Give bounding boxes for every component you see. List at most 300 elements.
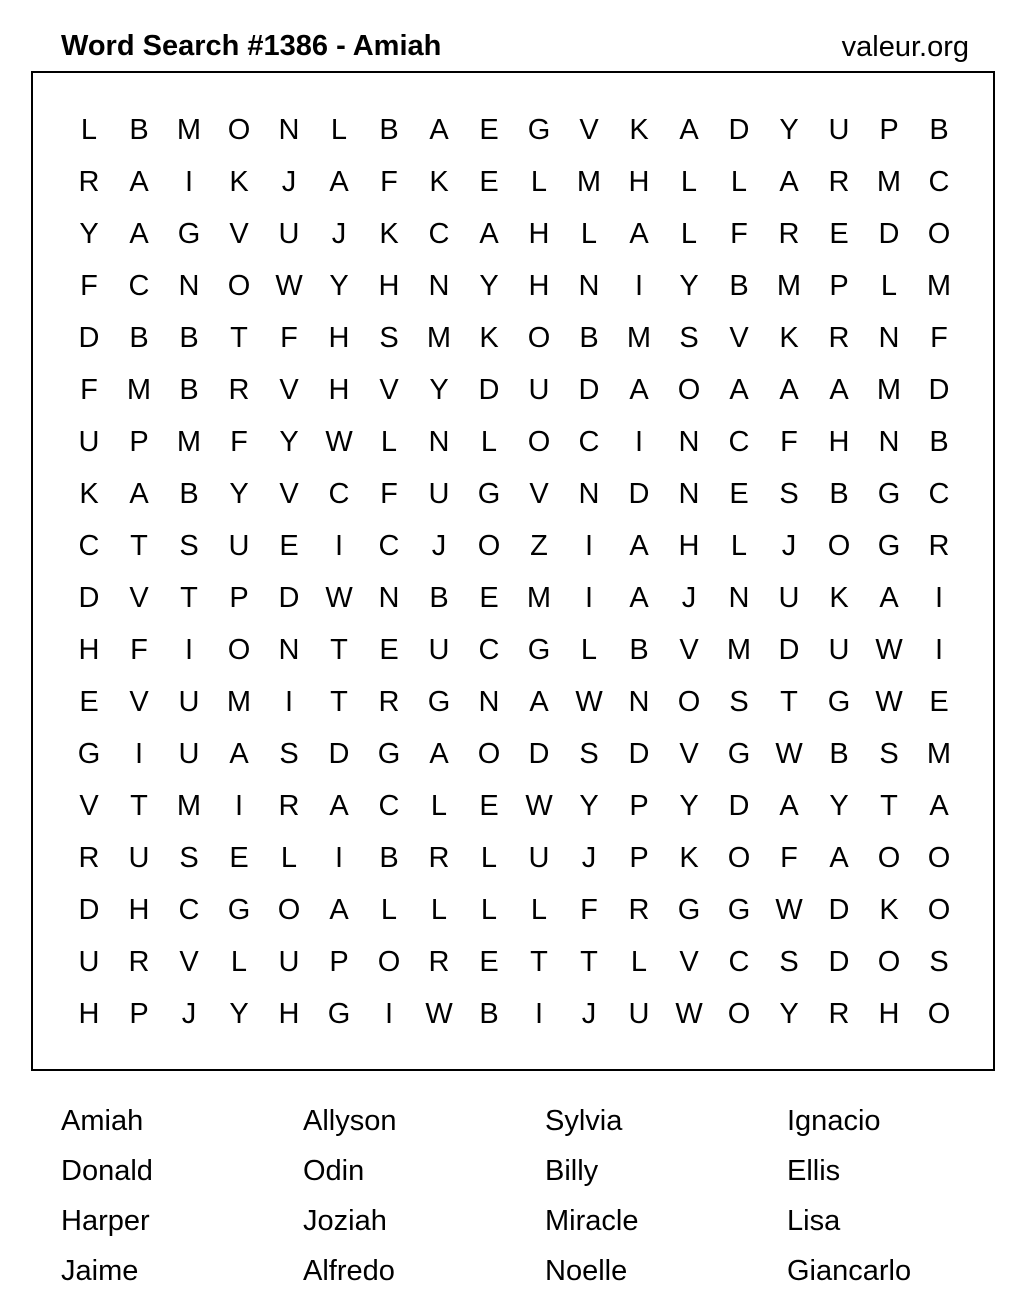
grid-letter: U — [78, 426, 100, 458]
grid-row — [64, 312, 964, 364]
grid-letter: R — [278, 790, 300, 822]
word-list-item: Sylvia — [545, 1105, 623, 1137]
grid-letter: L — [230, 946, 248, 978]
grid-letter: A — [829, 374, 849, 406]
grid-letter: N — [678, 478, 700, 510]
grid-letter: S — [879, 738, 899, 770]
grid-letter: L — [530, 166, 548, 198]
grid-letter: D — [828, 946, 850, 978]
grid-letter: O — [277, 894, 301, 926]
grid-letter: O — [227, 634, 251, 666]
grid-letter: Y — [829, 790, 849, 822]
grid-letter: M — [526, 582, 552, 614]
grid-letter: O — [477, 738, 501, 770]
grid-letter: K — [679, 842, 699, 874]
word-list-item: Lisa — [787, 1205, 841, 1237]
grid-letter: T — [580, 946, 598, 978]
grid-letter: H — [628, 166, 650, 198]
grid-letter: S — [179, 530, 199, 562]
grid-letter: J — [281, 166, 297, 198]
grid-letter: D — [728, 790, 750, 822]
grid-letter: D — [828, 894, 850, 926]
grid-letter: A — [529, 686, 549, 718]
grid-letter: D — [878, 218, 900, 250]
word-list-item: Billy — [545, 1155, 599, 1187]
grid-letter: B — [579, 322, 599, 354]
grid-letter: U — [228, 530, 250, 562]
grid-letter: G — [727, 894, 751, 926]
grid-letter: H — [528, 218, 550, 250]
grid-letter: O — [877, 842, 901, 874]
grid-letter: A — [429, 738, 449, 770]
grid-letter: L — [380, 426, 398, 458]
grid-letter: K — [879, 894, 899, 926]
grid-letter: N — [628, 686, 650, 718]
grid-letter: I — [234, 790, 244, 822]
grid-letter: T — [330, 634, 348, 666]
word-list-item: Amiah — [61, 1105, 144, 1137]
grid-letter: Y — [479, 270, 499, 302]
grid-letter: F — [130, 634, 148, 666]
grid-letter: E — [479, 946, 499, 978]
grid-letter: D — [478, 374, 500, 406]
grid-row — [64, 208, 964, 260]
grid-letter: S — [729, 686, 749, 718]
grid-letter: H — [378, 270, 400, 302]
grid-letter: V — [679, 634, 699, 666]
grid-letter: M — [876, 166, 902, 198]
grid-letter: F — [780, 426, 798, 458]
grid-letter: V — [679, 738, 699, 770]
grid-letter: J — [431, 530, 447, 562]
grid-letter: K — [429, 166, 449, 198]
grid-letter: N — [578, 270, 600, 302]
grid-letter: D — [78, 894, 100, 926]
grid-letter: D — [928, 374, 950, 406]
grid-letter: A — [629, 218, 649, 250]
grid-row — [64, 104, 964, 156]
grid-letter: I — [184, 166, 194, 198]
grid-letter: N — [728, 582, 750, 614]
grid-letter: I — [934, 582, 944, 614]
grid-letter: E — [479, 166, 499, 198]
word-list-item: Alfredo — [303, 1255, 395, 1287]
grid-letter: C — [478, 634, 500, 666]
grid-letter: B — [379, 114, 399, 146]
grid-letter: T — [330, 686, 348, 718]
grid-letter: R — [228, 374, 250, 406]
grid-row — [64, 936, 964, 988]
grid-letter: J — [581, 998, 597, 1030]
grid-letter: B — [929, 426, 949, 458]
grid-letter: R — [778, 218, 800, 250]
grid-letter: J — [331, 218, 347, 250]
grid-letter: S — [779, 478, 799, 510]
grid-letter: W — [875, 686, 903, 718]
grid-letter: S — [279, 738, 299, 770]
grid-letter: P — [329, 946, 349, 978]
grid-letter: T — [130, 530, 148, 562]
grid-letter: M — [726, 634, 752, 666]
grid-letter: Y — [779, 998, 799, 1030]
grid-letter: S — [679, 322, 699, 354]
grid-letter: G — [477, 478, 501, 510]
grid-letter: W — [875, 634, 903, 666]
word-list-item: Donald — [61, 1155, 153, 1187]
grid-letter: K — [379, 218, 399, 250]
grid-letter: Y — [229, 998, 249, 1030]
grid-letter: M — [176, 114, 202, 146]
word-list-item: Jaime — [61, 1255, 139, 1287]
grid-letter: Y — [79, 218, 99, 250]
word-list-item: Joziah — [303, 1205, 387, 1237]
word-list-item: Allyson — [303, 1105, 397, 1137]
grid-letter: F — [380, 478, 398, 510]
letter-grid — [64, 104, 964, 1040]
grid-letter: Y — [779, 114, 799, 146]
grid-letter: W — [675, 998, 703, 1030]
grid-letter: N — [278, 634, 300, 666]
grid-letter: M — [176, 790, 202, 822]
grid-letter: T — [130, 790, 148, 822]
grid-letter: O — [527, 426, 551, 458]
grid-letter: G — [77, 738, 101, 770]
grid-letter: O — [927, 218, 951, 250]
grid-letter: F — [730, 218, 748, 250]
grid-letter: E — [479, 114, 499, 146]
grid-letter: L — [580, 218, 598, 250]
grid-letter: T — [230, 322, 248, 354]
grid-row — [64, 624, 964, 676]
grid-letter: F — [230, 426, 248, 458]
grid-letter: W — [775, 894, 803, 926]
grid-letter: H — [328, 374, 350, 406]
grid-letter: D — [528, 738, 550, 770]
grid-letter: L — [480, 842, 498, 874]
grid-letter: D — [728, 114, 750, 146]
grid-letter: I — [384, 998, 394, 1030]
grid-letter: B — [479, 998, 499, 1030]
grid-letter: Y — [679, 270, 699, 302]
grid-letter: G — [527, 634, 551, 666]
grid-letter: E — [379, 634, 399, 666]
grid-letter: R — [78, 166, 100, 198]
grid-letter: O — [927, 894, 951, 926]
grid-letter: P — [879, 114, 899, 146]
grid-letter: W — [325, 426, 353, 458]
grid-letter: I — [584, 582, 594, 614]
grid-letter: T — [880, 790, 898, 822]
grid-letter: R — [128, 946, 150, 978]
word-list-item: Giancarlo — [787, 1255, 912, 1287]
grid-letter: N — [478, 686, 500, 718]
grid-letter: G — [177, 218, 201, 250]
grid-letter: I — [534, 998, 544, 1030]
grid-letter: N — [178, 270, 200, 302]
grid-row — [64, 832, 964, 884]
grid-letter: A — [879, 582, 899, 614]
grid-letter: D — [778, 634, 800, 666]
grid-letter: K — [629, 114, 649, 146]
grid-letter: P — [629, 842, 649, 874]
grid-letter: W — [325, 582, 353, 614]
word-list-item: Harper — [61, 1205, 150, 1237]
grid-letter: A — [779, 374, 799, 406]
grid-letter: U — [428, 634, 450, 666]
grid-letter: D — [578, 374, 600, 406]
grid-letter: C — [928, 166, 950, 198]
grid-letter: V — [729, 322, 749, 354]
grid-letter: E — [729, 478, 749, 510]
grid-letter: M — [576, 166, 602, 198]
grid-letter: O — [477, 530, 501, 562]
grid-letter: G — [527, 114, 551, 146]
grid-letter: A — [779, 790, 799, 822]
grid-letter: P — [229, 582, 249, 614]
grid-letter: O — [377, 946, 401, 978]
grid-letter: V — [679, 946, 699, 978]
grid-letter: B — [179, 478, 199, 510]
grid-letter: R — [828, 322, 850, 354]
grid-letter: J — [781, 530, 797, 562]
grid-letter: V — [379, 374, 399, 406]
grid-letter: N — [378, 582, 400, 614]
grid-letter: V — [279, 374, 299, 406]
grid-letter: B — [129, 322, 149, 354]
grid-letter: S — [929, 946, 949, 978]
grid-letter: D — [328, 738, 350, 770]
grid-letter: N — [578, 478, 600, 510]
grid-row — [64, 676, 964, 728]
grid-letter: R — [828, 166, 850, 198]
grid-letter: B — [829, 478, 849, 510]
grid-letter: M — [926, 270, 952, 302]
grid-letter: F — [380, 166, 398, 198]
grid-letter: N — [678, 426, 700, 458]
grid-letter: R — [428, 842, 450, 874]
grid-letter: P — [129, 426, 149, 458]
grid-letter: U — [178, 738, 200, 770]
grid-letter: B — [179, 322, 199, 354]
grid-letter: R — [428, 946, 450, 978]
grid-letter: O — [727, 842, 751, 874]
grid-letter: W — [275, 270, 303, 302]
grid-letter: O — [227, 114, 251, 146]
grid-letter: N — [278, 114, 300, 146]
grid-letter: E — [479, 790, 499, 822]
grid-letter: B — [179, 374, 199, 406]
grid-letter: A — [229, 738, 249, 770]
grid-letter: F — [580, 894, 598, 926]
grid-letter: G — [327, 998, 351, 1030]
grid-letter: A — [729, 374, 749, 406]
word-list-item: Noelle — [545, 1255, 628, 1287]
grid-letter: M — [426, 322, 452, 354]
grid-letter: C — [78, 530, 100, 562]
word-list-item: Ignacio — [787, 1105, 881, 1137]
grid-letter: Z — [530, 530, 548, 562]
grid-letter: L — [480, 426, 498, 458]
grid-letter: C — [728, 946, 750, 978]
grid-letter: S — [379, 322, 399, 354]
grid-letter: L — [80, 114, 98, 146]
grid-row — [64, 364, 964, 416]
grid-letter: K — [479, 322, 499, 354]
grid-letter: I — [334, 530, 344, 562]
grid-letter: T — [530, 946, 548, 978]
grid-letter: R — [378, 686, 400, 718]
grid-letter: H — [878, 998, 900, 1030]
grid-letter: L — [530, 894, 548, 926]
grid-letter: A — [629, 582, 649, 614]
grid-letter: L — [580, 634, 598, 666]
grid-letter: D — [278, 582, 300, 614]
grid-letter: O — [677, 686, 701, 718]
grid-letter: D — [628, 478, 650, 510]
grid-letter: O — [677, 374, 701, 406]
grid-letter: U — [828, 114, 850, 146]
word-list-item: Odin — [303, 1155, 365, 1187]
grid-letter: M — [176, 426, 202, 458]
grid-letter: Y — [429, 374, 449, 406]
grid-letter: A — [629, 530, 649, 562]
grid-letter: G — [427, 686, 451, 718]
grid-letter: O — [727, 998, 751, 1030]
grid-letter: A — [429, 114, 449, 146]
grid-letter: R — [78, 842, 100, 874]
grid-letter: K — [79, 478, 99, 510]
grid-letter: E — [279, 530, 299, 562]
grid-letter: I — [934, 634, 944, 666]
grid-letter: A — [829, 842, 849, 874]
grid-letter: U — [278, 946, 300, 978]
grid-letter: G — [877, 478, 901, 510]
grid-letter: E — [79, 686, 99, 718]
grid-letter: C — [178, 894, 200, 926]
grid-letter: B — [379, 842, 399, 874]
grid-letter: H — [528, 270, 550, 302]
grid-letter: U — [528, 842, 550, 874]
grid-letter: V — [579, 114, 599, 146]
word-list-item: Miracle — [545, 1205, 639, 1237]
word-list — [61, 1097, 1001, 1297]
grid-letter: G — [377, 738, 401, 770]
grid-letter: A — [129, 218, 149, 250]
grid-letter: J — [581, 842, 597, 874]
grid-letter: H — [128, 894, 150, 926]
grid-letter: Y — [329, 270, 349, 302]
grid-letter: L — [680, 218, 698, 250]
grid-letter: I — [584, 530, 594, 562]
grid-letter: G — [227, 894, 251, 926]
grid-letter: M — [876, 374, 902, 406]
grid-letter: O — [527, 322, 551, 354]
grid-letter: D — [628, 738, 650, 770]
grid-letter: H — [678, 530, 700, 562]
grid-letter: C — [578, 426, 600, 458]
grid-letter: N — [428, 270, 450, 302]
grid-letter: F — [780, 842, 798, 874]
grid-letter: L — [330, 114, 348, 146]
grid-letter: R — [928, 530, 950, 562]
grid-letter: A — [679, 114, 699, 146]
grid-letter: L — [730, 530, 748, 562]
grid-letter: F — [280, 322, 298, 354]
grid-letter: A — [329, 790, 349, 822]
grid-letter: L — [380, 894, 398, 926]
grid-letter: C — [728, 426, 750, 458]
grid-letter: H — [278, 998, 300, 1030]
grid-letter: U — [278, 218, 300, 250]
grid-letter: H — [328, 322, 350, 354]
grid-letter: G — [727, 738, 751, 770]
grid-row — [64, 572, 964, 624]
grid-letter: T — [780, 686, 798, 718]
grid-letter: S — [579, 738, 599, 770]
grid-letter: A — [779, 166, 799, 198]
grid-letter: V — [179, 946, 199, 978]
grid-letter: I — [634, 426, 644, 458]
grid-letter: K — [829, 582, 849, 614]
grid-letter: F — [80, 374, 98, 406]
grid-letter: K — [229, 166, 249, 198]
grid-letter: F — [930, 322, 948, 354]
grid-letter: G — [827, 686, 851, 718]
grid-letter: L — [630, 946, 648, 978]
grid-letter: V — [229, 218, 249, 250]
grid-letter: W — [775, 738, 803, 770]
grid-letter: V — [279, 478, 299, 510]
grid-row — [64, 728, 964, 780]
grid-letter: U — [778, 582, 800, 614]
site-name: valeur.org — [841, 31, 969, 63]
grid-letter: E — [929, 686, 949, 718]
word-list-item: Ellis — [787, 1155, 841, 1187]
grid-letter: C — [378, 790, 400, 822]
grid-letter: I — [184, 634, 194, 666]
grid-letter: V — [129, 582, 149, 614]
grid-letter: S — [179, 842, 199, 874]
grid-letter: N — [428, 426, 450, 458]
grid-letter: P — [829, 270, 849, 302]
grid-letter: C — [428, 218, 450, 250]
grid-letter: G — [677, 894, 701, 926]
grid-letter: C — [328, 478, 350, 510]
grid-letter: B — [129, 114, 149, 146]
grid-letter: Y — [229, 478, 249, 510]
grid-letter: O — [227, 270, 251, 302]
grid-letter: U — [178, 686, 200, 718]
grid-letter: H — [78, 634, 100, 666]
grid-letter: V — [79, 790, 99, 822]
grid-letter: B — [429, 582, 449, 614]
grid-letter: L — [480, 894, 498, 926]
grid-letter: T — [180, 582, 198, 614]
grid-letter: I — [134, 738, 144, 770]
grid-letter: U — [428, 478, 450, 510]
grid-letter: Y — [679, 790, 699, 822]
grid-letter: W — [425, 998, 453, 1030]
grid-letter: B — [729, 270, 749, 302]
grid-row — [64, 520, 964, 572]
grid-row — [64, 884, 964, 936]
grid-row — [64, 988, 964, 1040]
grid-letter: A — [329, 166, 349, 198]
grid-letter: M — [626, 322, 652, 354]
page-title: Word Search #1386 - Amiah — [61, 30, 442, 62]
grid-letter: N — [878, 322, 900, 354]
grid-letter: I — [334, 842, 344, 874]
